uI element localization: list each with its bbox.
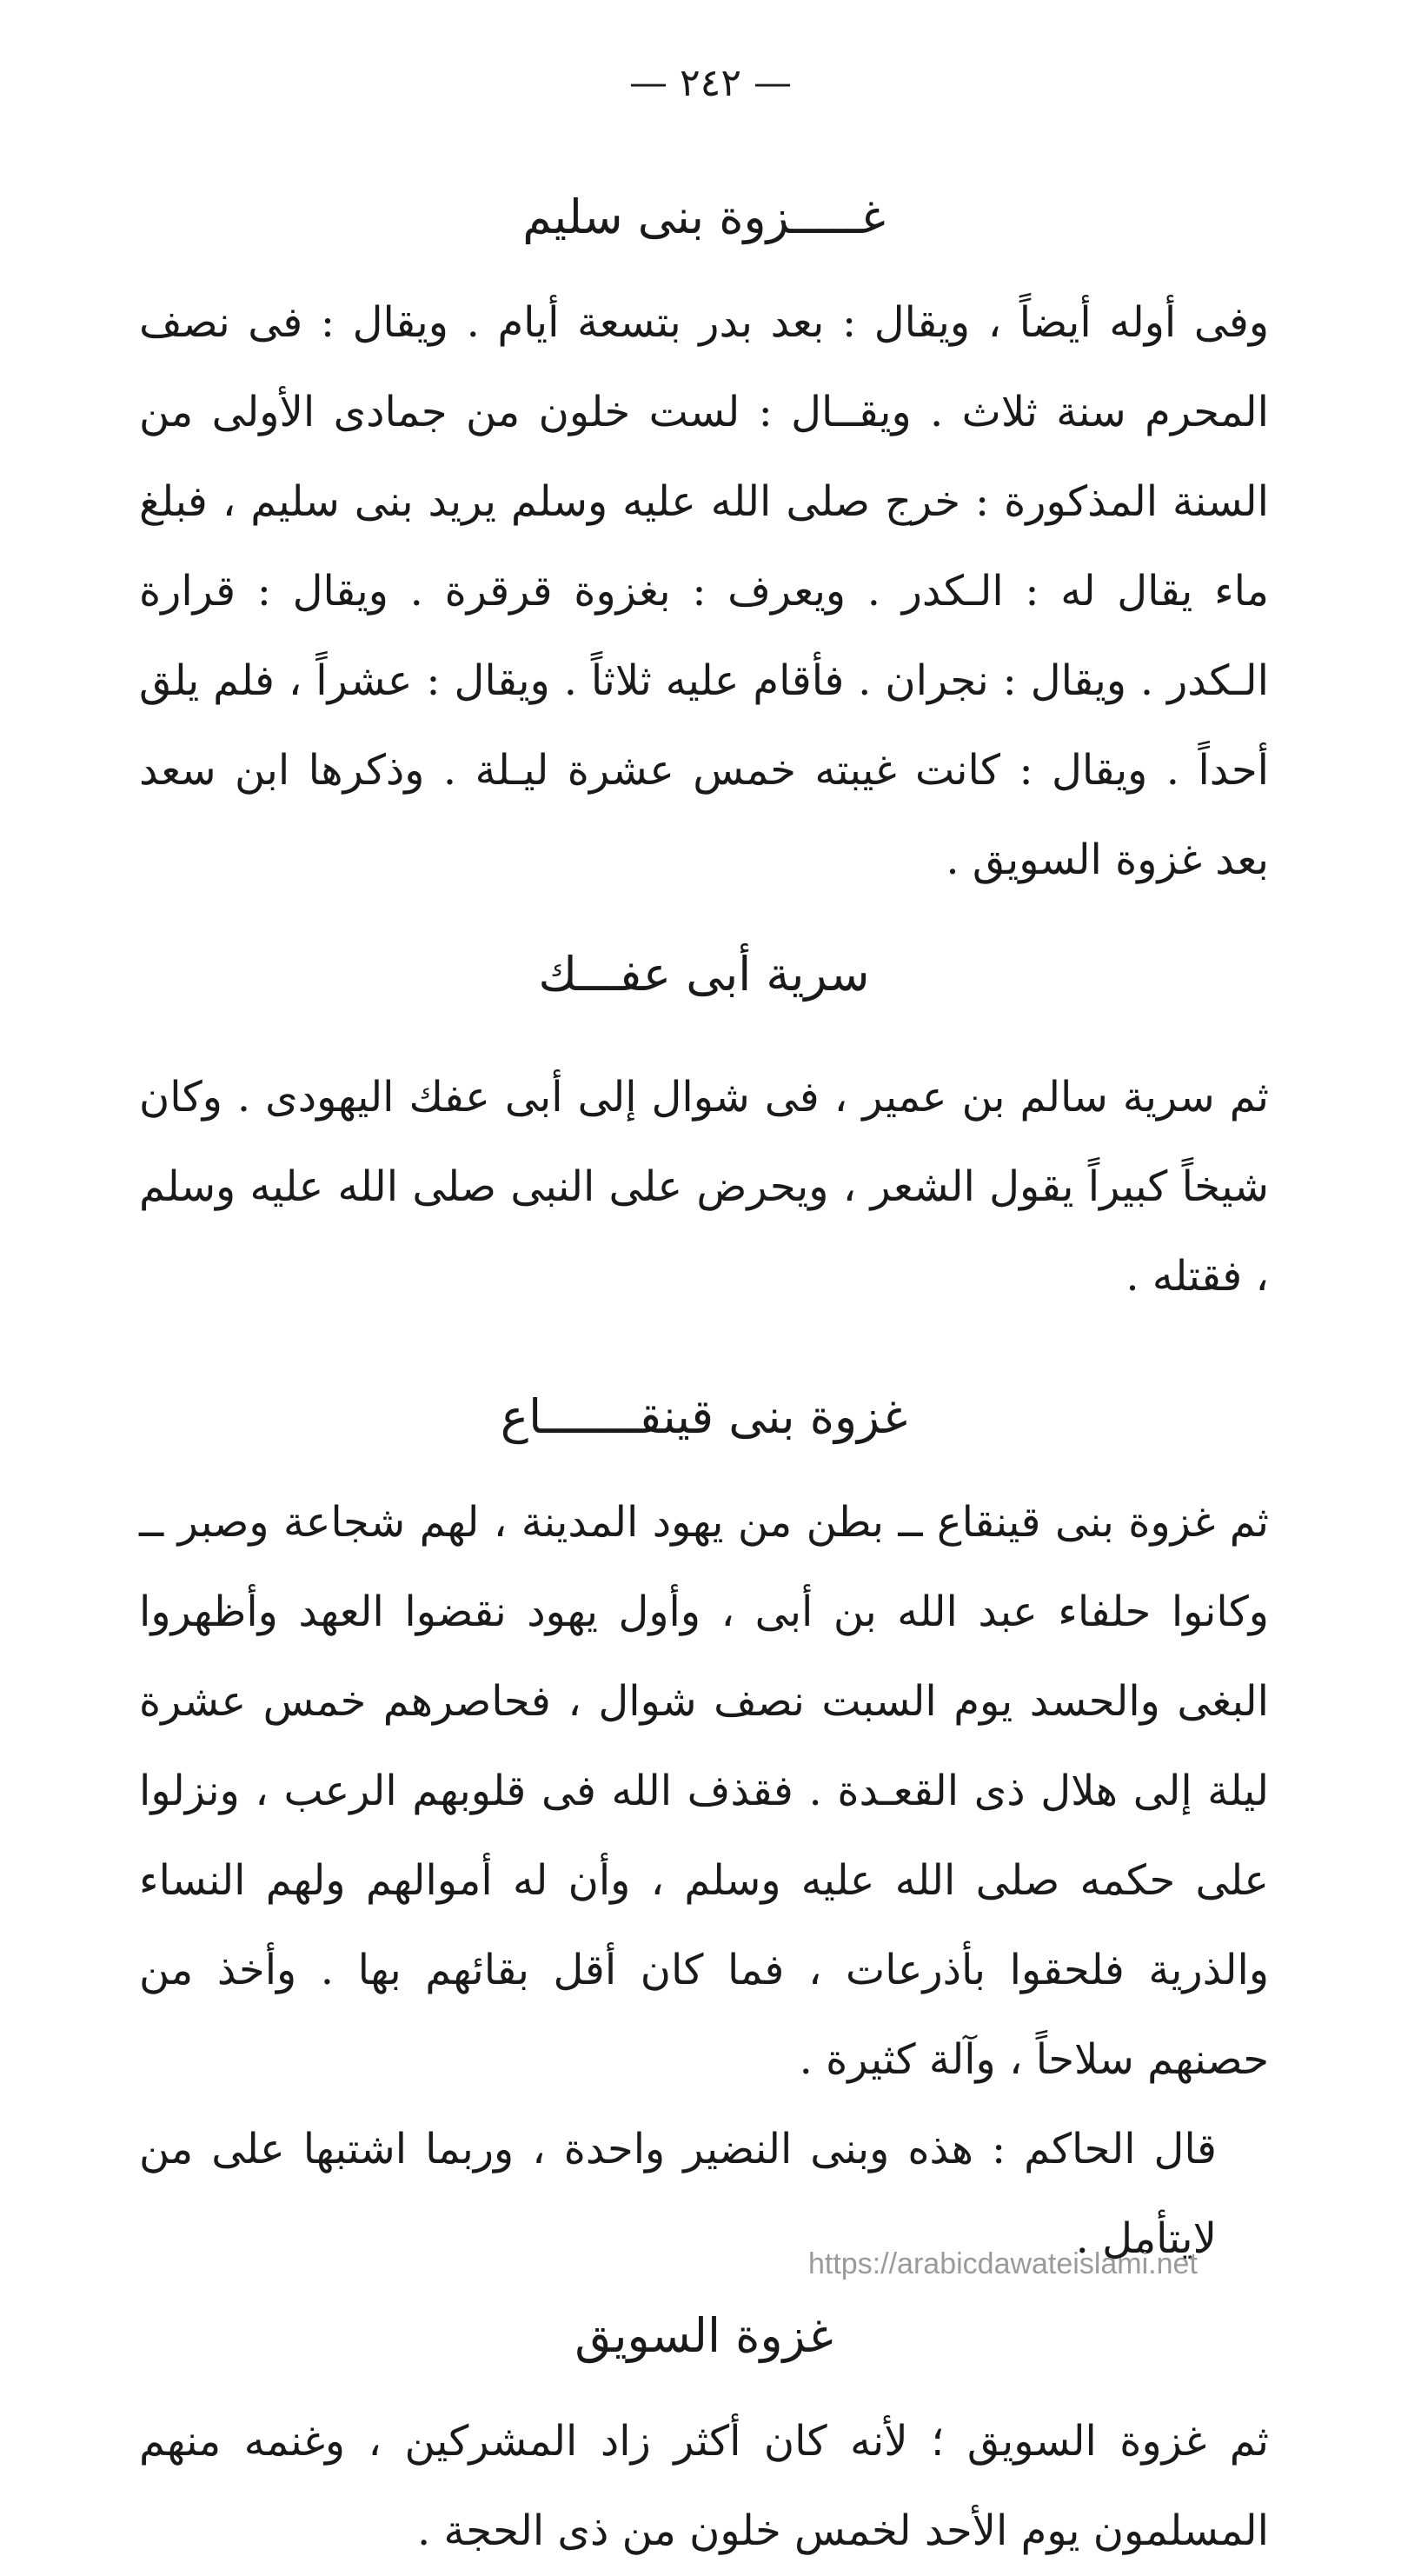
watermark-url: https://arabicdawateislami.net: [808, 2247, 1198, 2280]
page-number: — ٢٤٢ —: [629, 61, 792, 105]
section-paragraph: ثم غزوة بنى قينقاع ــ بطن من يهود المدينة ، لهم شجاعة وصبر ــ وكانوا حلفاء عبد الله بن أبى ، وأول يهود نقضوا العهد وأظهروا البغى والحسد يوم السبت نصف شوال ، فحاصرهم خمس عشرة ليلة إلى هلال ذى القعـدة . فقذف الله فى قلوبهم الرعب ، ونزلوا على حكمه صلى الله عليه وسلم ، وأن له أموالهم ولهم النساء والذرية فلحقوا بأذرعات ، فما كان أقل بقائهم بها . وأخذ من حصنهم سلاحاً ، وآلة كثيرة .: [139, 1498, 1269, 2084]
section-heading-bani-qaynuqa: غزوة بنى قينقـــــــاع: [500, 1389, 908, 1444]
page-content: [139, 174, 1269, 2576]
section-paragraph: ثم سرية سالم بن عمير ، فى شوال إلى أبى عفك اليهودى . وكان شيخاً كبيراً يقول الشعر ، ويحرض على النبى صلى الله عليه وسلم ، فقتله .: [139, 1073, 1269, 1301]
section-paragraph: ثم غزوة السويق ؛ لأنه كان أكثر زاد المشركين ، وغنمه منهم المسلمون يوم الأحد لخمس خلون من ذى الحجة .: [139, 2417, 1269, 2555]
section-paragraph: قال الحاكم : هذه وبنى النضير واحدة ، وربما اشتبها على من لايتأمل .: [139, 2125, 1217, 2263]
section-paragraph: وفى أوله أيضاً ، ويقال : بعد بدر بتسعة أيام . ويقال : فى نصف المحرم سنة ثلاث . ويقــال : لست خلون من جمادى الأولى من السنة المذكورة : خرج صلى الله عليه وسلم يريد بنى سليم ، فبلغ ماء يقال له : الـكدر . ويعرف : بغزوة قرقرة . ويقال : قرارة الـكدر . ويقال : نجران . فأقام عليه ثلاثاً . ويقال : عشراً ، فلم يلق أحداً . ويقال : كانت غيبته خمس عشرة ليـلة . وذكرها ابن سعد بعد غزوة السويق .: [139, 298, 1269, 884]
section-heading-abi-afak: سرية أبى عفـــك: [538, 947, 870, 1002]
section-heading-bani-sulaym: غـــــزوة بنى سليم: [522, 190, 886, 244]
section-heading-sawiq: غزوة السويق: [574, 2308, 833, 2363]
